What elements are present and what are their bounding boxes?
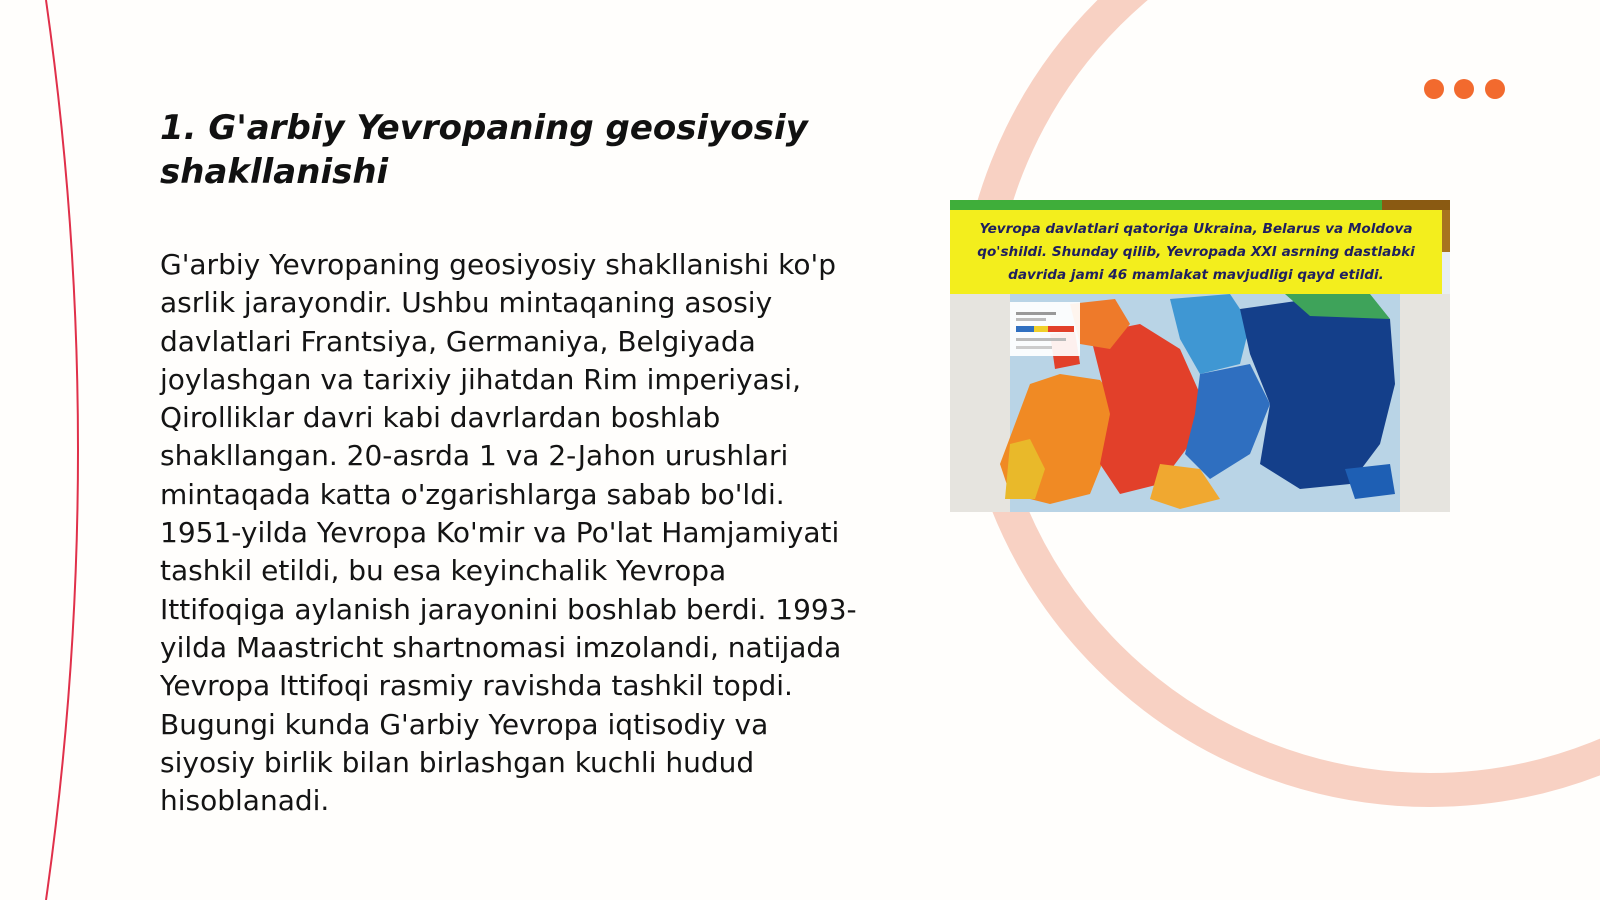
figure-caption-band <box>950 210 1442 294</box>
slide-title: 1. G'arbiy Yevropaning geosiyosiy shakllanishi <box>160 108 808 192</box>
europe-map-figure <box>950 200 1450 512</box>
europe-choropleth-map <box>950 294 1450 512</box>
figure-caption: Yevropa davlatlari qatoriga Ukraina, Belarus va Moldova qo'shildi. Shunday qilib, Yevropada XXI asrning dastlabki davrida jami 46 mamlakat mavjudligi qayd etildi. <box>977 220 1415 283</box>
left-curve-line <box>46 0 78 900</box>
slide-body-text: G'arbiy Yevropaning geosiyosiy shakllanishi ko'p asrlik jarayondir. Ushbu mintaqaning asosiy davlatlari Frantsiya, Germaniya, Belgiyada joylashgan va tarixiy jihatdan Rim imperiyasi, Qirolliklar davri kabi davrlardan boshlab shakllangan. 20-asrda 1 va 2-Jahon urushlari mintaqada katta o'zgarishlarga sabab bo'ldi. 1951-yilda Yevropa Ko'mir va Po'lat Hamjamiyati tashkil etildi, bu esa keyinchalik Yevropa Ittifoqiga aylanish jarayonini boshlab berdi. 1993-yilda Maastricht shartnomasi imzolandi, natijada Yevropa Ittifoqi rasmiy ravishda tashkil topdi. Bugungi kunda G'arbiy Yevropa iqtisodiy va siyosiy birlik bilan birlashgan kuchli hudud hisoblanadi. <box>160 248 857 818</box>
three-dots-icon[interactable] <box>1424 79 1514 101</box>
